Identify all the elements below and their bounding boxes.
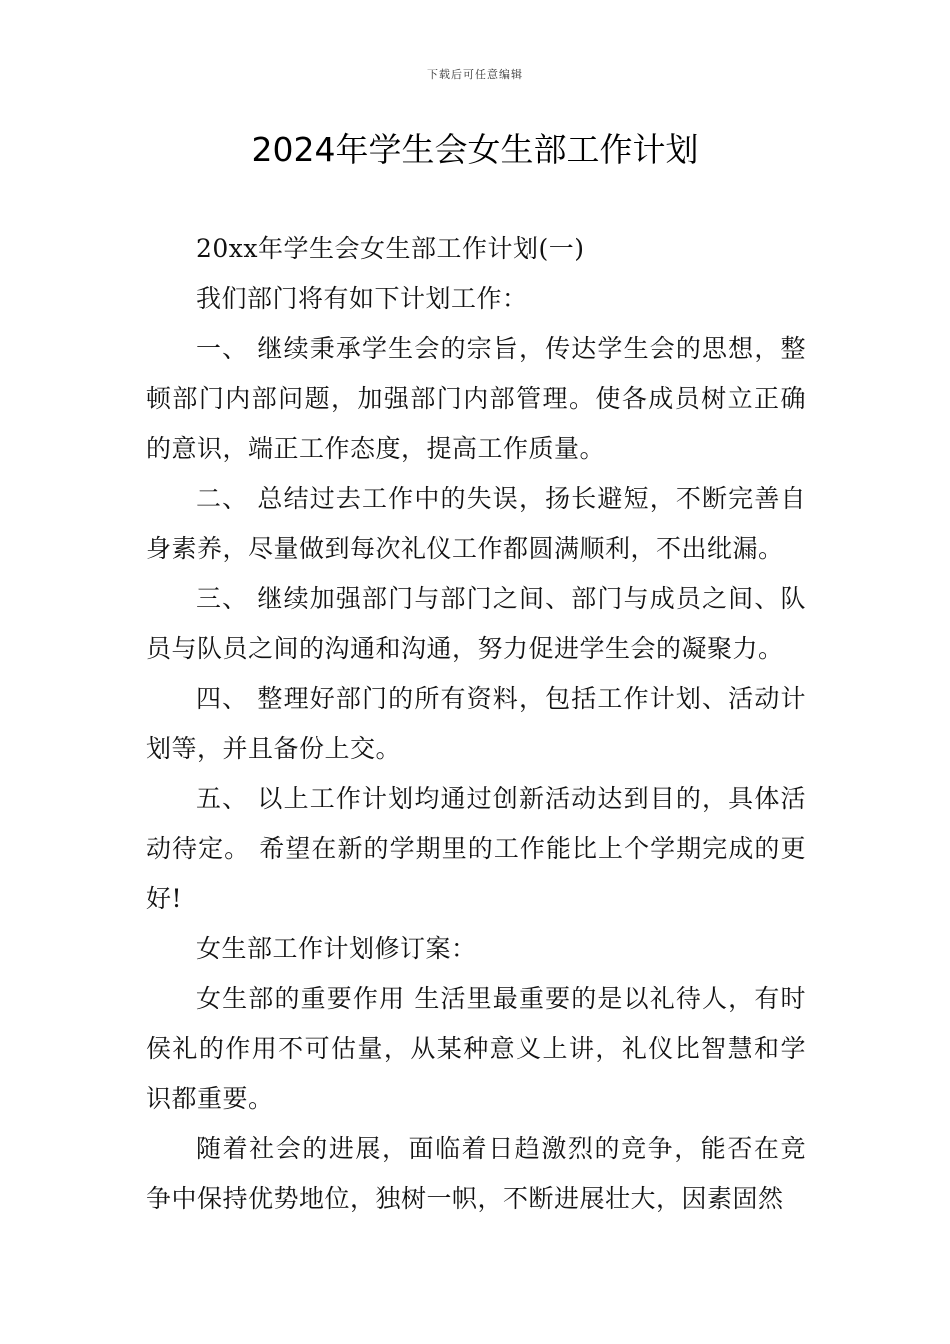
paragraph-item-5: 五、 以上工作计划均通过创新活动达到目的，具体活动待定。 希望在新的学期里的工作能比上个学期完成的更好! (146, 784, 806, 913)
paragraph-subtitle: 20xx年学生会女生部工作计划(一) (196, 234, 585, 263)
paragraph-item-1: 一、 继续秉承学生会的宗旨，传达学生会的思想，整顿部门内部问题，加强部门内部管理。使各成员树立正确的意识，端正工作态度，提高工作质量。 (146, 334, 806, 463)
paragraph-intro: 我们部门将有如下计划工作： (196, 284, 528, 313)
document-body (146, 224, 806, 1224)
paragraph-item-2: 二、 总结过去工作中的失误，扬长避短，不断完善自身素养，尽量做到每次礼仪工作都圆满顺利，不出纰漏。 (146, 484, 806, 563)
document-title: 2024年学生会女生部工作计划 (251, 130, 699, 169)
paragraph-revision-heading: 女生部工作计划修订案： (196, 934, 477, 963)
paragraph-item-4: 四、 整理好部门的所有资料，包括工作计划、活动计划等，并且备份上交。 (146, 684, 806, 763)
header-note: 下载后可任意编辑 (427, 68, 523, 81)
paragraph-importance: 女生部的重要作用 生活里最重要的是以礼待人，有时侯礼的作用不可估量，从某种意义上讲，礼仪比智慧和学识都重要。 (146, 984, 806, 1113)
paragraph-item-3: 三、 继续加强部门与部门之间、部门与成员之间、队员与队员之间的沟通和沟通，努力促进学生会的凝聚力。 (146, 584, 806, 663)
paragraph-development: 随着社会的进展，面临着日趋激烈的竞争，能否在竞争中保持优势地位，独树一帜，不断进展壮大，因素固然 (146, 1134, 806, 1213)
